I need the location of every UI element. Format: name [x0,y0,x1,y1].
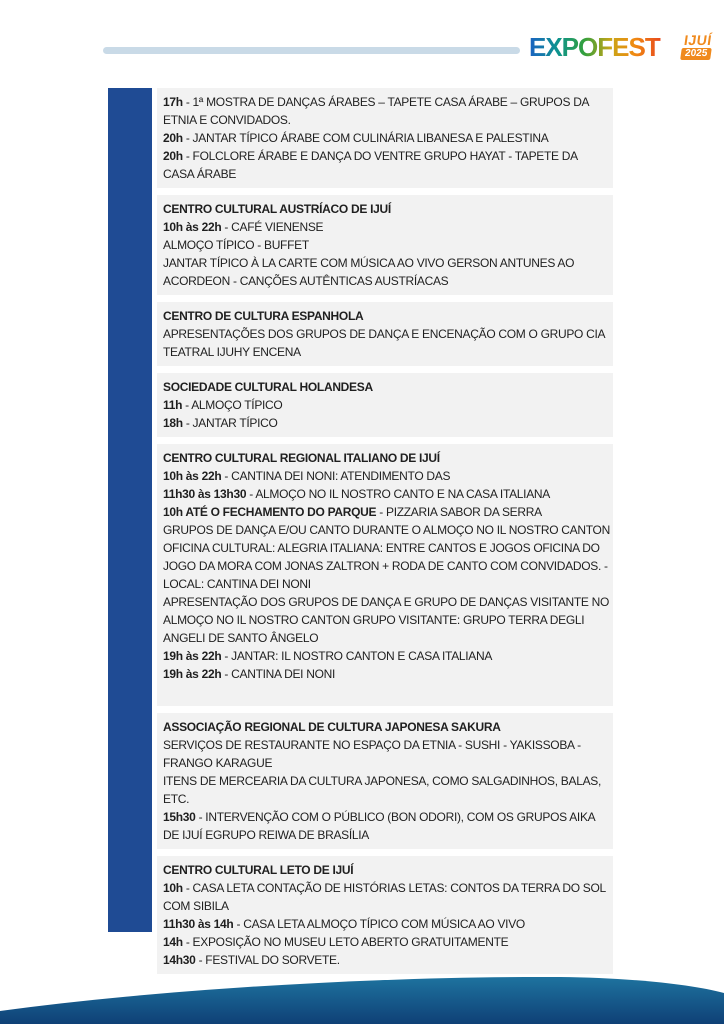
schedule-line: SERVIÇOS DE RESTAURANTE NO ESPAÇO DA ETNIA - SUSHI - YAKISSOBA - FRANGO KARAGUE [163,738,581,770]
schedule-line [163,378,610,396]
schedule-line: APRESENTAÇÃO DOS GRUPOS DE DANÇA E GRUPO DE DANÇAS VISITANTE NO ALMOÇO NO IL NOSTRO CANTON GRUPO VISITANTE: GRUPO TERRA DEGLI ANGELI DE SANTO ÂNGELO [163,595,610,645]
schedule-line [163,861,610,879]
time-label: 14h30 [163,953,196,967]
logo-word-text: EXPOFEST [528,32,660,62]
time-label: 15h30 [163,810,196,824]
schedule-line: 10h ATÉ O FECHAMENTO DO PARQUE - PIZZARIA SABOR DA SERRA [163,505,542,519]
schedule-line: 20h - JANTAR TÍPICO ÁRABE COM CULINÁRIA LIBANESA E PALESTINA [163,131,549,145]
time-label: 20h [163,149,183,163]
schedule-line: 10h - CASA LETA CONTAÇÃO DE HISTÓRIAS LETAS: CONTOS DA TERRA DO SOL COM SIBILA [163,881,606,913]
time-label: 10h às 22h [163,220,222,234]
schedule-line: 17h - 1ª MOSTRA DE DANÇAS ÁRABES – TAPETE CASA ÁRABE – GRUPOS DA ETNIA E CONVIDADOS. [163,95,589,127]
schedule-line: ALMOÇO TÍPICO - BUFFET [163,238,309,252]
time-label: 19h às 22h [163,667,222,681]
schedule-line: 14h - EXPOSIÇÃO NO MUSEU LETO ABERTO GRATUITAMENTE [163,935,509,949]
expofest-logo [529,27,712,67]
schedule-line: 11h30 às 14h - CASA LETA ALMOÇO TÍPICO COM MÚSICA AO VIVO [163,917,525,931]
schedule-line [163,683,610,701]
time-label: 18h [163,416,183,430]
block-title: CENTRO CULTURAL AUSTRÍACO DE IJUÍ [163,202,391,216]
schedule-line: 19h às 22h - CANTINA DEI NONI [163,667,336,681]
schedule-line: 15h30 - INTERVENÇÃO COM O PÚBLICO (BON ODORI), COM OS GRUPOS AIKA DE IJUÍ EGRUPO REIWA DE BRASÍLIA [163,810,595,842]
sidebar-accent-bar [108,88,152,932]
schedule-line: 10h às 22h - CAFÉ VIENENSE [163,220,324,234]
schedule-line [163,200,610,218]
logo-city-label: IJUÍ [682,32,713,48]
schedule-block [157,856,613,974]
schedule-block [157,713,613,849]
schedule-line [163,307,610,325]
block-title: CENTRO DE CULTURA ESPANHOLA [163,309,364,323]
block-title: CENTRO CULTURAL LETO DE IJUÍ [163,863,354,877]
schedule-line: 20h - FOLCLORE ÁRABE E DANÇA DO VENTRE GRUPO HAYAT - TAPETE DA CASA ÁRABE [163,149,578,181]
schedule-line: JANTAR TÍPICO À LA CARTE COM MÚSICA AO VIVO GERSON ANTUNES AO ACORDEON - CANÇÕES AUTÊNTICAS AUSTRÍACAS [163,256,575,288]
schedule-line [163,449,610,467]
logo-city-year [680,33,714,60]
schedule-line: 14h30 - FESTIVAL DO SORVETE. [163,953,340,967]
schedule-block [157,444,613,706]
schedule-line: 10h às 22h - CANTINA DEI NONI: ATENDIMENTO DAS [163,469,451,483]
schedule-block [157,195,613,295]
schedule-content [157,88,613,981]
schedule-block [157,88,613,188]
block-title: ASSOCIAÇÃO REGIONAL DE CULTURA JAPONESA SAKURA [163,720,501,734]
schedule-block [157,302,613,366]
time-label: 10h às 22h [163,469,222,483]
time-label: 11h30 às 13h30 [163,487,247,501]
time-label: 20h [163,131,183,145]
schedule-block [157,373,613,437]
time-label: 14h [163,935,183,949]
block-title: SOCIEDADE CULTURAL HOLANDESA [163,380,373,394]
block-title: CENTRO CULTURAL REGIONAL ITALIANO DE IJUÍ [163,451,440,465]
schedule-line: 11h30 às 13h30 - ALMOÇO NO IL NOSTRO CANTO E NA CASA ITALIANA [163,487,550,501]
expofest-wordmark [529,27,679,67]
schedule-line: 11h - ALMOÇO TÍPICO [163,398,283,412]
schedule-line: OFICINA CULTURAL: ALEGRIA ITALIANA: ENTRE CANTOS E JOGOS OFICINA DO JOGO DA MORA COM JONAS ZALTRON + RODA DE CANTO COM CONVIDADOS. - LOCAL: CANTINA DEI NONI [163,541,608,591]
time-label: 11h [163,398,183,412]
schedule-line: ITENS DE MERCEARIA DA CULTURA JAPONESA, COMO SALGADINHOS, BALAS, ETC. [163,774,602,806]
time-label: 10h [163,881,183,895]
time-label: 11h30 às 14h [163,917,234,931]
header-divider [103,47,520,54]
logo-year-badge: 2025 [680,48,712,60]
footer-wave [0,974,724,1024]
time-label: 17h [163,95,183,109]
schedule-line: 19h às 22h - JANTAR: IL NOSTRO CANTON E CASA ITALIANA [163,649,493,663]
time-label: 10h ATÉ O FECHAMENTO DO PARQUE [163,505,377,519]
schedule-line [163,718,610,736]
schedule-line: GRUPOS DE DANÇA E/OU CANTO DURANTE O ALMOÇO NO IL NOSTRO CANTON [163,523,610,537]
schedule-line: APRESENTAÇÕES DOS GRUPOS DE DANÇA E ENCENAÇÃO COM O GRUPO CIA TEATRAL IJUHY ENCENA [163,327,605,359]
time-label: 19h às 22h [163,649,222,663]
schedule-line: 18h - JANTAR TÍPICO [163,416,278,430]
